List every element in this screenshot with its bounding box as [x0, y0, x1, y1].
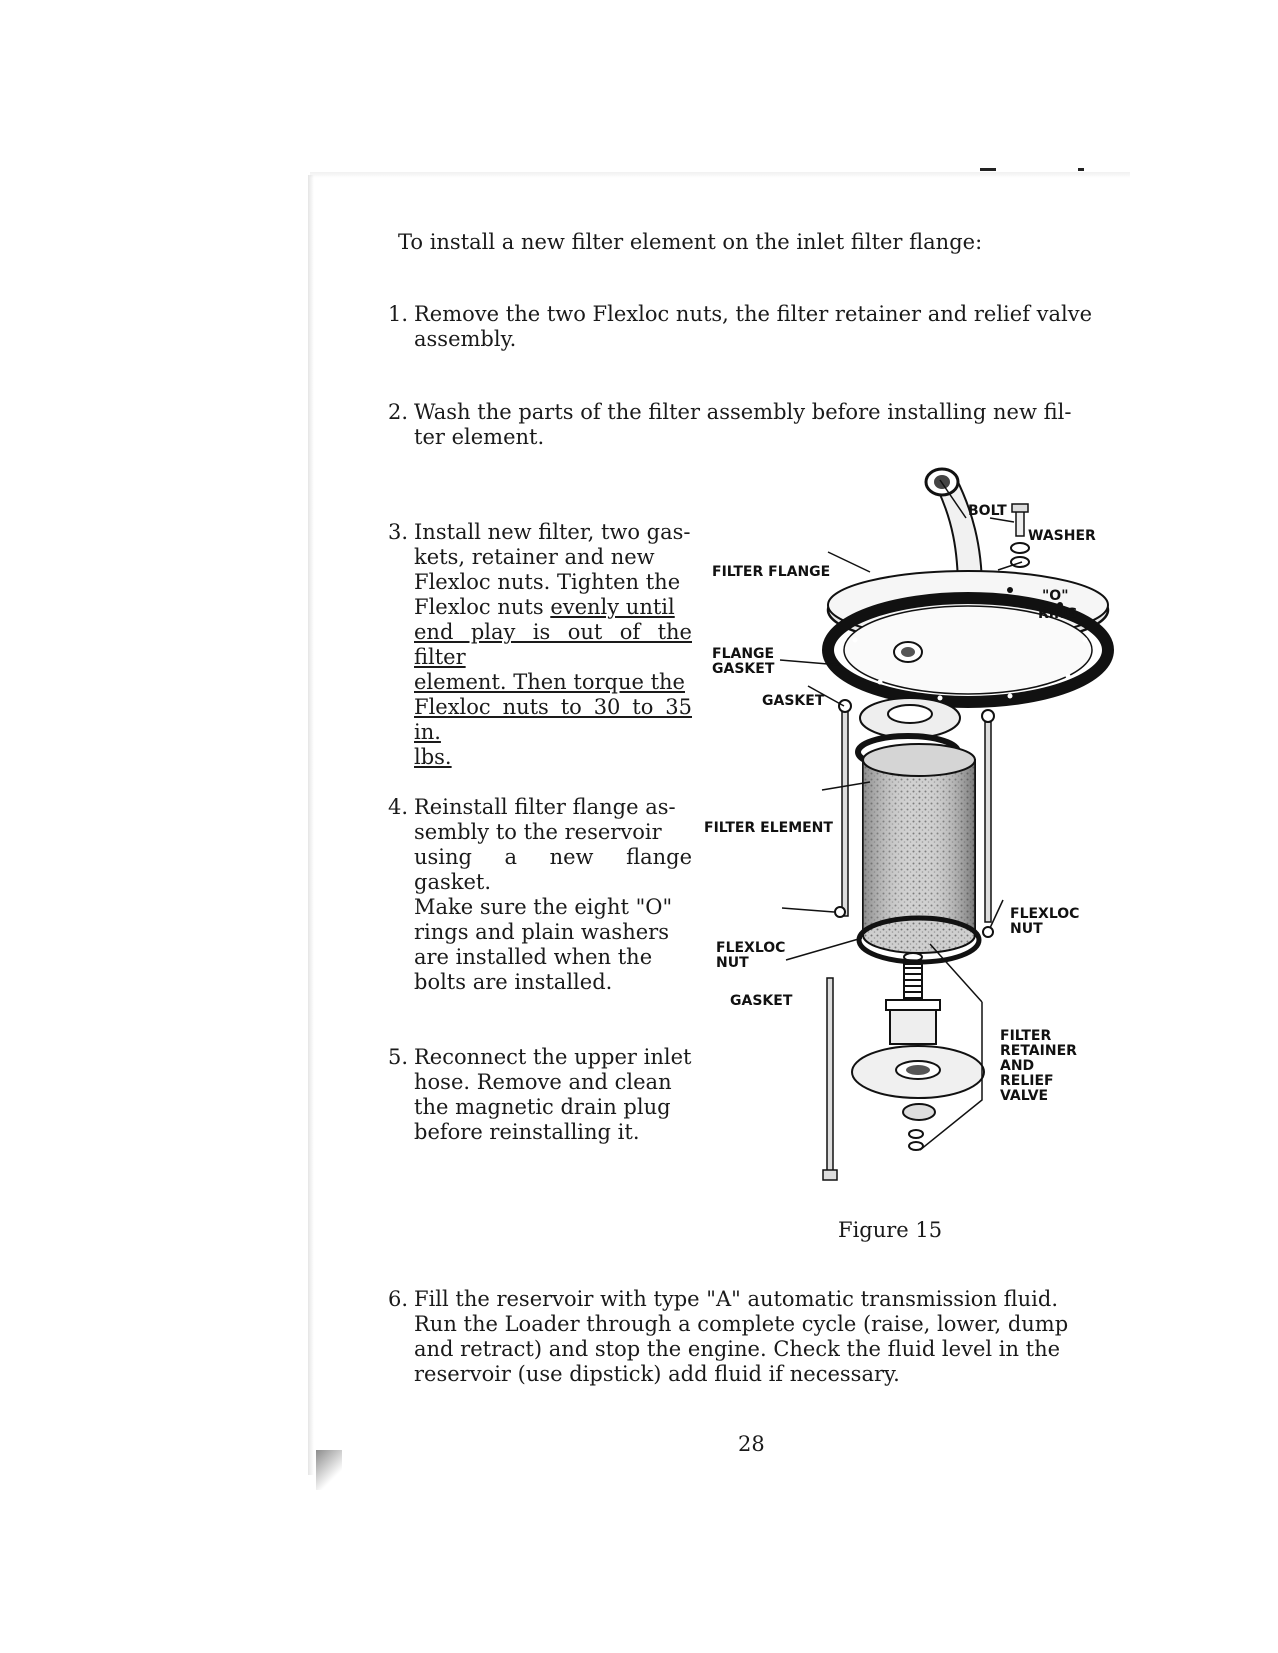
label-o-ring-2: RING	[1038, 606, 1078, 622]
label-flange-gasket-2: GASKET	[712, 661, 775, 677]
step-3-line-7: Flexloc nuts to 30 to 35 in.	[414, 695, 692, 744]
step-4-line-5: rings and plain washers	[414, 920, 669, 944]
step-4-line-6: are installed when the	[414, 945, 653, 969]
scan-dot	[1078, 168, 1084, 171]
page-number: 28	[738, 1432, 765, 1456]
intro-text: To install a new filter element on the inlet filter flange:	[398, 230, 983, 254]
step-6-text	[414, 1287, 1114, 1387]
step-6-line-4: reservoir (use dipstick) add fluid if necessary.	[414, 1362, 900, 1386]
step-2-line-2: ter element.	[414, 425, 545, 449]
label-retainer-1: FILTER	[1000, 1028, 1052, 1044]
step-3-text	[414, 520, 692, 770]
step-2-line-1: Wash the parts of the filter assembly before installing new fil-	[414, 400, 1072, 424]
label-o-ring-1: "O"	[1042, 588, 1069, 604]
step-3-number: 3.	[388, 520, 409, 544]
scan-smudge	[310, 172, 1130, 178]
filter-element	[859, 744, 979, 962]
step-5-line-4: before reinstalling it.	[414, 1120, 640, 1144]
filter-assembly-diagram	[704, 460, 1120, 1200]
step-6-line-1: Fill the reservoir with type "A" automatic transmission fluid.	[414, 1287, 1059, 1311]
label-flexloc-nut-right-1: FLEXLOC	[1010, 906, 1080, 922]
relief-spring	[904, 953, 922, 1002]
label-retainer-5: VALVE	[1000, 1088, 1049, 1104]
page-edge-shadow	[308, 175, 314, 1475]
label-flange-gasket-1: FLANGE	[712, 646, 775, 662]
label-flexloc-nut-left-1: FLEXLOC	[716, 940, 786, 956]
label-flexloc-nut-right-2: NUT	[1010, 921, 1043, 937]
step-6-number: 6.	[388, 1287, 409, 1311]
step-3-line-8: lbs.	[414, 745, 452, 769]
step-1-text	[414, 302, 1104, 352]
step-4-line-1: Reinstall filter flange as-	[414, 795, 676, 819]
step-4-line-7: bolts are installed.	[414, 970, 613, 994]
step-5-line-3: the magnetic drain plug	[414, 1095, 671, 1119]
figure-caption: Figure 15	[838, 1218, 943, 1242]
step-4-number: 4.	[388, 795, 409, 819]
step-3-line-5: end play is out of the filter	[414, 620, 692, 669]
step-1-line-2: assembly.	[414, 327, 517, 351]
step-3-line-4	[414, 595, 692, 620]
scan-dash	[980, 168, 996, 171]
step-4-line-3: using a new flange gasket.	[414, 845, 692, 894]
label-filter-flange: FILTER FLANGE	[712, 564, 831, 580]
label-filter-element: FILTER ELEMENT	[704, 820, 833, 836]
label-washer: WASHER	[1028, 528, 1096, 544]
label-retainer-4: RELIEF	[1000, 1073, 1054, 1089]
step-5-number: 5.	[388, 1045, 409, 1069]
step-3-line-3: Flexloc nuts. Tighten the	[414, 570, 681, 594]
label-retainer-3: AND	[1000, 1058, 1035, 1074]
step-5-line-1: Reconnect the upper inlet	[414, 1045, 692, 1069]
step-1-number: 1.	[388, 302, 409, 326]
step-4-text	[414, 795, 692, 995]
label-gasket-bottom: GASKET	[730, 993, 793, 1009]
bolt-washer-oring	[1011, 504, 1029, 567]
step-6-line-2: Run the Loader through a complete cycle (raise, lower, dump	[414, 1312, 1069, 1336]
step-3-line-6: element. Then torque the	[414, 670, 685, 694]
step-3-line-4a: Flexloc nuts	[414, 595, 544, 619]
step-3-line-1: Install new filter, two gas-	[414, 520, 691, 544]
label-gasket-top: GASKET	[762, 693, 825, 709]
step-2-number: 2.	[388, 400, 409, 424]
step-6-line-3: and retract) and stop the engine. Check the fluid level in the	[414, 1337, 1061, 1361]
step-3-line-4b: evenly until	[550, 595, 675, 619]
step-4-line-4: Make sure the eight "O"	[414, 895, 673, 919]
label-bolt: BOLT	[968, 503, 1007, 519]
step-2-text	[414, 400, 1104, 450]
step-1-line-1: Remove the two Flexloc nuts, the filter retainer and relief valve	[414, 302, 1093, 326]
label-retainer-2: RETAINER	[1000, 1043, 1077, 1059]
step-4-line-2: sembly to the reservoir	[414, 820, 662, 844]
scan-corner-mark	[316, 1450, 342, 1490]
label-flexloc-nut-left-2: NUT	[716, 955, 749, 971]
retainer-relief-valve	[852, 1000, 984, 1150]
step-5-text	[414, 1045, 692, 1145]
step-5-line-2: hose. Remove and clean	[414, 1070, 672, 1094]
step-3-line-2: kets, retainer and new	[414, 545, 655, 569]
